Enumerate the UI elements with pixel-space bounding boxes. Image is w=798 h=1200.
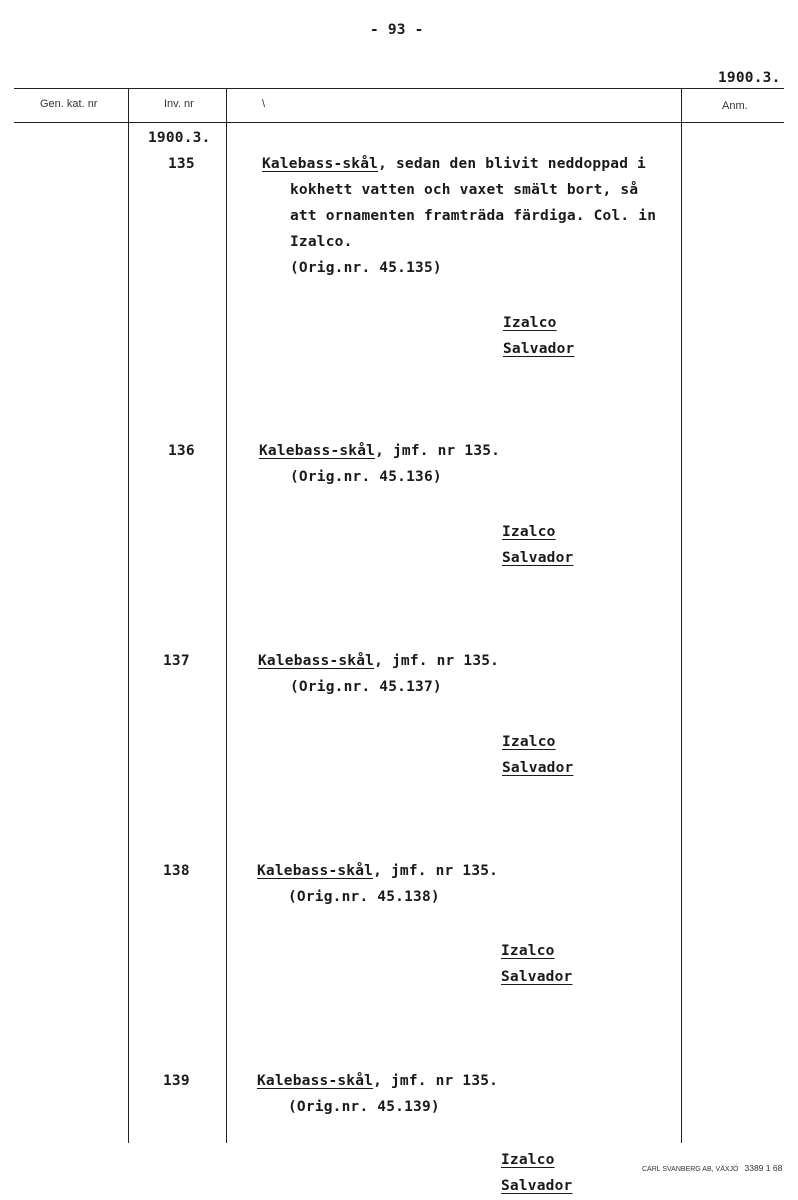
entry-orig-nr: (Orig.nr. 45.137) bbox=[290, 679, 442, 695]
entry-text-line: att ornamenten framträda färdiga. Col. in bbox=[290, 208, 657, 224]
entry-text-line: , jmf. nr 135. bbox=[373, 863, 499, 879]
entry-orig-nr: (Orig.nr. 45.135) bbox=[290, 260, 442, 276]
entry-orig-nr: (Orig.nr. 45.138) bbox=[288, 889, 440, 905]
entry-orig-nr: (Orig.nr. 45.139) bbox=[288, 1099, 440, 1115]
column-header-anm: Anm. bbox=[722, 100, 748, 112]
entry-country: Salvador bbox=[501, 969, 573, 985]
entry-text-line: kokhett vatten och vaxet smält bort, så bbox=[290, 182, 639, 198]
column-divider-1 bbox=[128, 88, 129, 1143]
entry-text-line: , jmf. nr 135. bbox=[373, 1073, 499, 1089]
entry-country: Salvador bbox=[503, 341, 575, 357]
year-reference: 1900.3. bbox=[718, 70, 781, 86]
form-number: 3389 1 68 bbox=[744, 1163, 783, 1173]
entry-orig-nr: (Orig.nr. 45.136) bbox=[290, 469, 442, 485]
entry-place: Izalco bbox=[501, 943, 555, 959]
entry-number: 139 bbox=[163, 1073, 190, 1089]
entry-place: Izalco bbox=[503, 315, 557, 331]
entry-place: Izalco bbox=[502, 524, 556, 540]
entry-text-line: , sedan den blivit neddoppad i bbox=[378, 156, 646, 172]
column-divider-2 bbox=[226, 88, 227, 1143]
entry-first-line bbox=[262, 156, 646, 172]
entry-first-line bbox=[257, 1073, 498, 1089]
inv-prefix: 1900.3. bbox=[148, 130, 211, 146]
entry-text-line: Izalco. bbox=[290, 234, 353, 250]
header-top-rule bbox=[14, 88, 784, 89]
column-header-desc: \ bbox=[262, 98, 266, 110]
entry-country: Salvador bbox=[501, 1178, 573, 1194]
entry-country: Salvador bbox=[502, 550, 574, 566]
entry-first-line bbox=[259, 443, 500, 459]
entry-title: Kalebass-skål bbox=[262, 156, 379, 172]
column-header-inv: Inv. nr bbox=[164, 98, 194, 110]
entry-title: Kalebass-skål bbox=[258, 653, 375, 669]
entry-text-line: , jmf. nr 135. bbox=[374, 653, 500, 669]
entry-place: Izalco bbox=[501, 1152, 555, 1168]
entry-title: Kalebass-skål bbox=[259, 443, 376, 459]
entry-title: Kalebass-skål bbox=[257, 863, 374, 879]
entry-place: Izalco bbox=[502, 734, 556, 750]
entry-country: Salvador bbox=[502, 760, 574, 776]
entry-first-line bbox=[257, 863, 498, 879]
entry-number: 137 bbox=[163, 653, 190, 669]
entry-first-line bbox=[258, 653, 499, 669]
printer-name: CARL SVANBERG AB, VÄXJÖ bbox=[642, 1166, 739, 1173]
page-number: - 93 - bbox=[370, 22, 424, 38]
entry-title: Kalebass-skål bbox=[257, 1073, 374, 1089]
entry-number: 135 bbox=[168, 156, 195, 172]
printer-imprint bbox=[642, 1163, 782, 1173]
header-bottom-rule bbox=[14, 122, 784, 123]
entry-text-line: , jmf. nr 135. bbox=[375, 443, 501, 459]
entry-number: 138 bbox=[163, 863, 190, 879]
entry-number: 136 bbox=[168, 443, 195, 459]
column-divider-3 bbox=[681, 88, 682, 1143]
column-header-gen-kat: Gen. kat. nr bbox=[40, 98, 98, 110]
